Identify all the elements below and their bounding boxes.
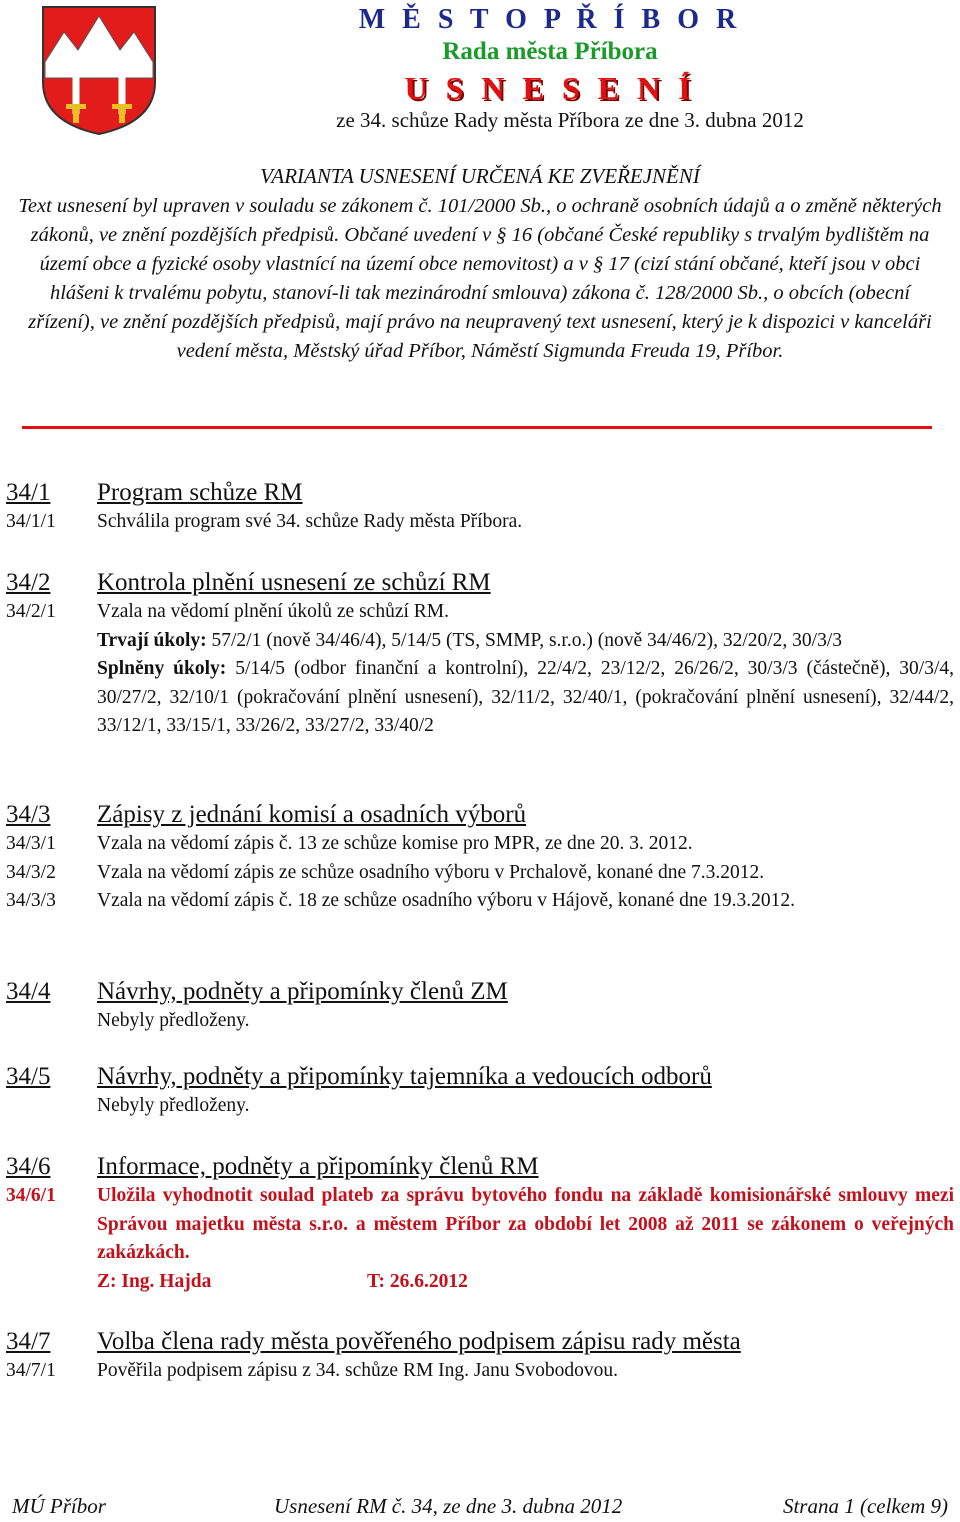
section-34-3 <box>6 800 954 916</box>
item-number: 34/3/1 <box>6 833 56 854</box>
resolution-item <box>6 598 954 741</box>
ongoing-tasks-label: Trvají úkoly: <box>97 629 207 651</box>
section-heading <box>6 478 954 508</box>
item-text: Pověřila podpisem zápisu z 34. schůze RM Ing. Janu Svobodovou. <box>97 1360 619 1381</box>
section-number: 34/3 <box>6 801 51 828</box>
section-title: Návrhy, podněty a připomínky členů ZM <box>97 978 508 1005</box>
item-number: 34/3/3 <box>6 890 56 911</box>
section-heading <box>6 1152 954 1182</box>
responsible-person: Z: Ing. Hajda <box>97 1270 212 1292</box>
item-number: 34/7/1 <box>6 1360 56 1381</box>
section-34-6 <box>6 1152 954 1296</box>
footer-office: MÚ Příbor <box>12 1494 106 1518</box>
section-heading <box>6 977 954 1007</box>
item-text: Vzala na vědomí zápis ze schůze osadního výboru v Prchalově, konané dne 7.3.2012. <box>97 861 765 883</box>
completed-tasks-label: Splněny úkoly: <box>97 658 227 679</box>
section-title: Zápisy z jednání komisí a osadních výborů <box>97 801 527 828</box>
section-34-5 <box>6 1062 954 1121</box>
task-assignment <box>97 1268 954 1297</box>
section-number: 34/6 <box>6 1153 51 1180</box>
item-number: 34/2/1 <box>6 601 56 622</box>
item-number: 34/6/1 <box>6 1185 56 1206</box>
section-heading <box>6 568 954 598</box>
town-coat-of-arms <box>40 4 158 136</box>
section-title: Kontrola plnění usnesení ze schůzí RM <box>97 569 491 596</box>
footer-document: Usnesení RM č. 34, ze dne 3. dubna 2012 <box>274 1494 623 1518</box>
resolution-item <box>6 508 954 537</box>
section-heading <box>6 800 954 830</box>
section-title: Návrhy, podněty a připomínky tajemníka a vedoucích odborů <box>97 1063 712 1090</box>
resolution-item <box>6 887 954 916</box>
resolution-item <box>6 859 954 888</box>
item-number: 34/1/1 <box>6 511 56 532</box>
section-heading <box>6 1062 954 1092</box>
city-title: M Ě S T O P Ř Í B O R <box>358 4 742 35</box>
item-number: 34/3/2 <box>6 861 56 883</box>
document-type-title: U S N E S E N Í <box>404 70 696 106</box>
item-text: Vzala na vědomí zápis č. 18 ze schůze osadního výboru v Hájově, konané dne 19.3.2012. <box>97 890 796 911</box>
section-heading <box>6 1327 954 1357</box>
section-number: 34/2 <box>6 569 51 596</box>
section-title: Volba člena rady města pověřeného podpisem zápisu rady města <box>97 1328 741 1355</box>
item-text: Vzala na vědomí zápis č. 13 ze schůze komise pro MPR, ze dne 20. 3. 2012. <box>97 833 693 854</box>
item-text: Schválila program své 34. schůze Rady města Příbora. <box>97 511 523 532</box>
section-34-7 <box>6 1327 954 1386</box>
resolution-note <box>6 1092 954 1121</box>
variant-heading: VARIANTA USNESENÍ URČENÁ KE ZVEŘEJNĚNÍ <box>260 164 700 188</box>
resolution-item <box>6 1357 954 1386</box>
completed-tasks <box>97 655 954 741</box>
item-text: Nebyly předloženy. <box>97 1095 250 1116</box>
task-deadline: T: 26.6.2012 <box>367 1270 468 1292</box>
resolution-item <box>6 830 954 859</box>
council-name: Rada města Příbora <box>442 38 658 65</box>
resolution-note <box>6 1007 954 1036</box>
privacy-disclaimer: Text usnesení byl upraven v souladu se zákonem č. 101/2000 Sb., o ochraně osobních údajů a o změně některých zákonů, ve znění pozdějších předpisů. Občané uvedení v § 16 (občané České republiky s trvalým bydlištěm na území obce a fyzické osoby vlastnící na území obce nemovitost) a v § 17 (cizí stání občané, kteří jsou v obci hlášeni k trvalému pobytu, stanoví-li tak mezinárodní smlouva) zákona č. 128/2000 Sb., o obcích (obecní zřízení), ve znění pozdějších předpisů, mají právo na neupravený text usnesení, který je k dispozici v kanceláři vedení města, Městský úřad Příbor, Náměstí Sigmunda Freuda 19, Příbor. <box>18 195 942 362</box>
section-number: 34/4 <box>6 978 51 1005</box>
session-line: ze 34. schůze Rady města Příbora ze dne 3. dubna 2012 <box>336 108 804 132</box>
completed-tasks-list: 5/14/5 (odbor finanční a kontrolní), 22/4/2, 23/12/2, 26/26/2, 30/3/3 (částečně), 30/3/4, 30/27/2, 32/10/1 (pokračování plnění usnesení), 32/11/2, 32/40/1, (pokračování plnění usnesení), 32/44/2, 33/12/1, 33/15/1, 33/26/2, 33/27/2, 33/40/2 <box>97 658 955 736</box>
section-number: 34/1 <box>6 479 51 506</box>
section-34-4 <box>6 977 954 1036</box>
header-divider <box>22 426 932 429</box>
resolution-item <box>6 1182 954 1296</box>
item-text: Vzala na vědomí plnění úkolů ze schůzí RM. <box>97 601 449 622</box>
section-number: 34/5 <box>6 1063 51 1090</box>
section-number: 34/7 <box>6 1328 51 1355</box>
section-title: Program schůze RM <box>97 479 303 506</box>
ongoing-tasks-list: 57/2/1 (nově 34/46/4), 5/14/5 (TS, SMMP, s.r.o.) (nově 34/46/2), 32/20/2, 30/3/3 <box>211 629 842 651</box>
section-title: Informace, podněty a připomínky členů RM <box>97 1153 539 1180</box>
item-text: Uložila vyhodnotit soulad plateb za správu bytového fondu na základě komisionářské smlouvy mezi Správou majetku města s.r.o. a městem Příbor za období let 2008 až 2011 se zákonem o veřejných zakázkách. <box>97 1185 954 1263</box>
ongoing-tasks <box>97 627 954 656</box>
item-text: Nebyly předloženy. <box>97 1010 250 1031</box>
footer-page-number: Strana 1 (celkem 9) <box>782 1494 948 1518</box>
section-34-2 <box>6 568 954 741</box>
section-34-1 <box>6 478 954 537</box>
